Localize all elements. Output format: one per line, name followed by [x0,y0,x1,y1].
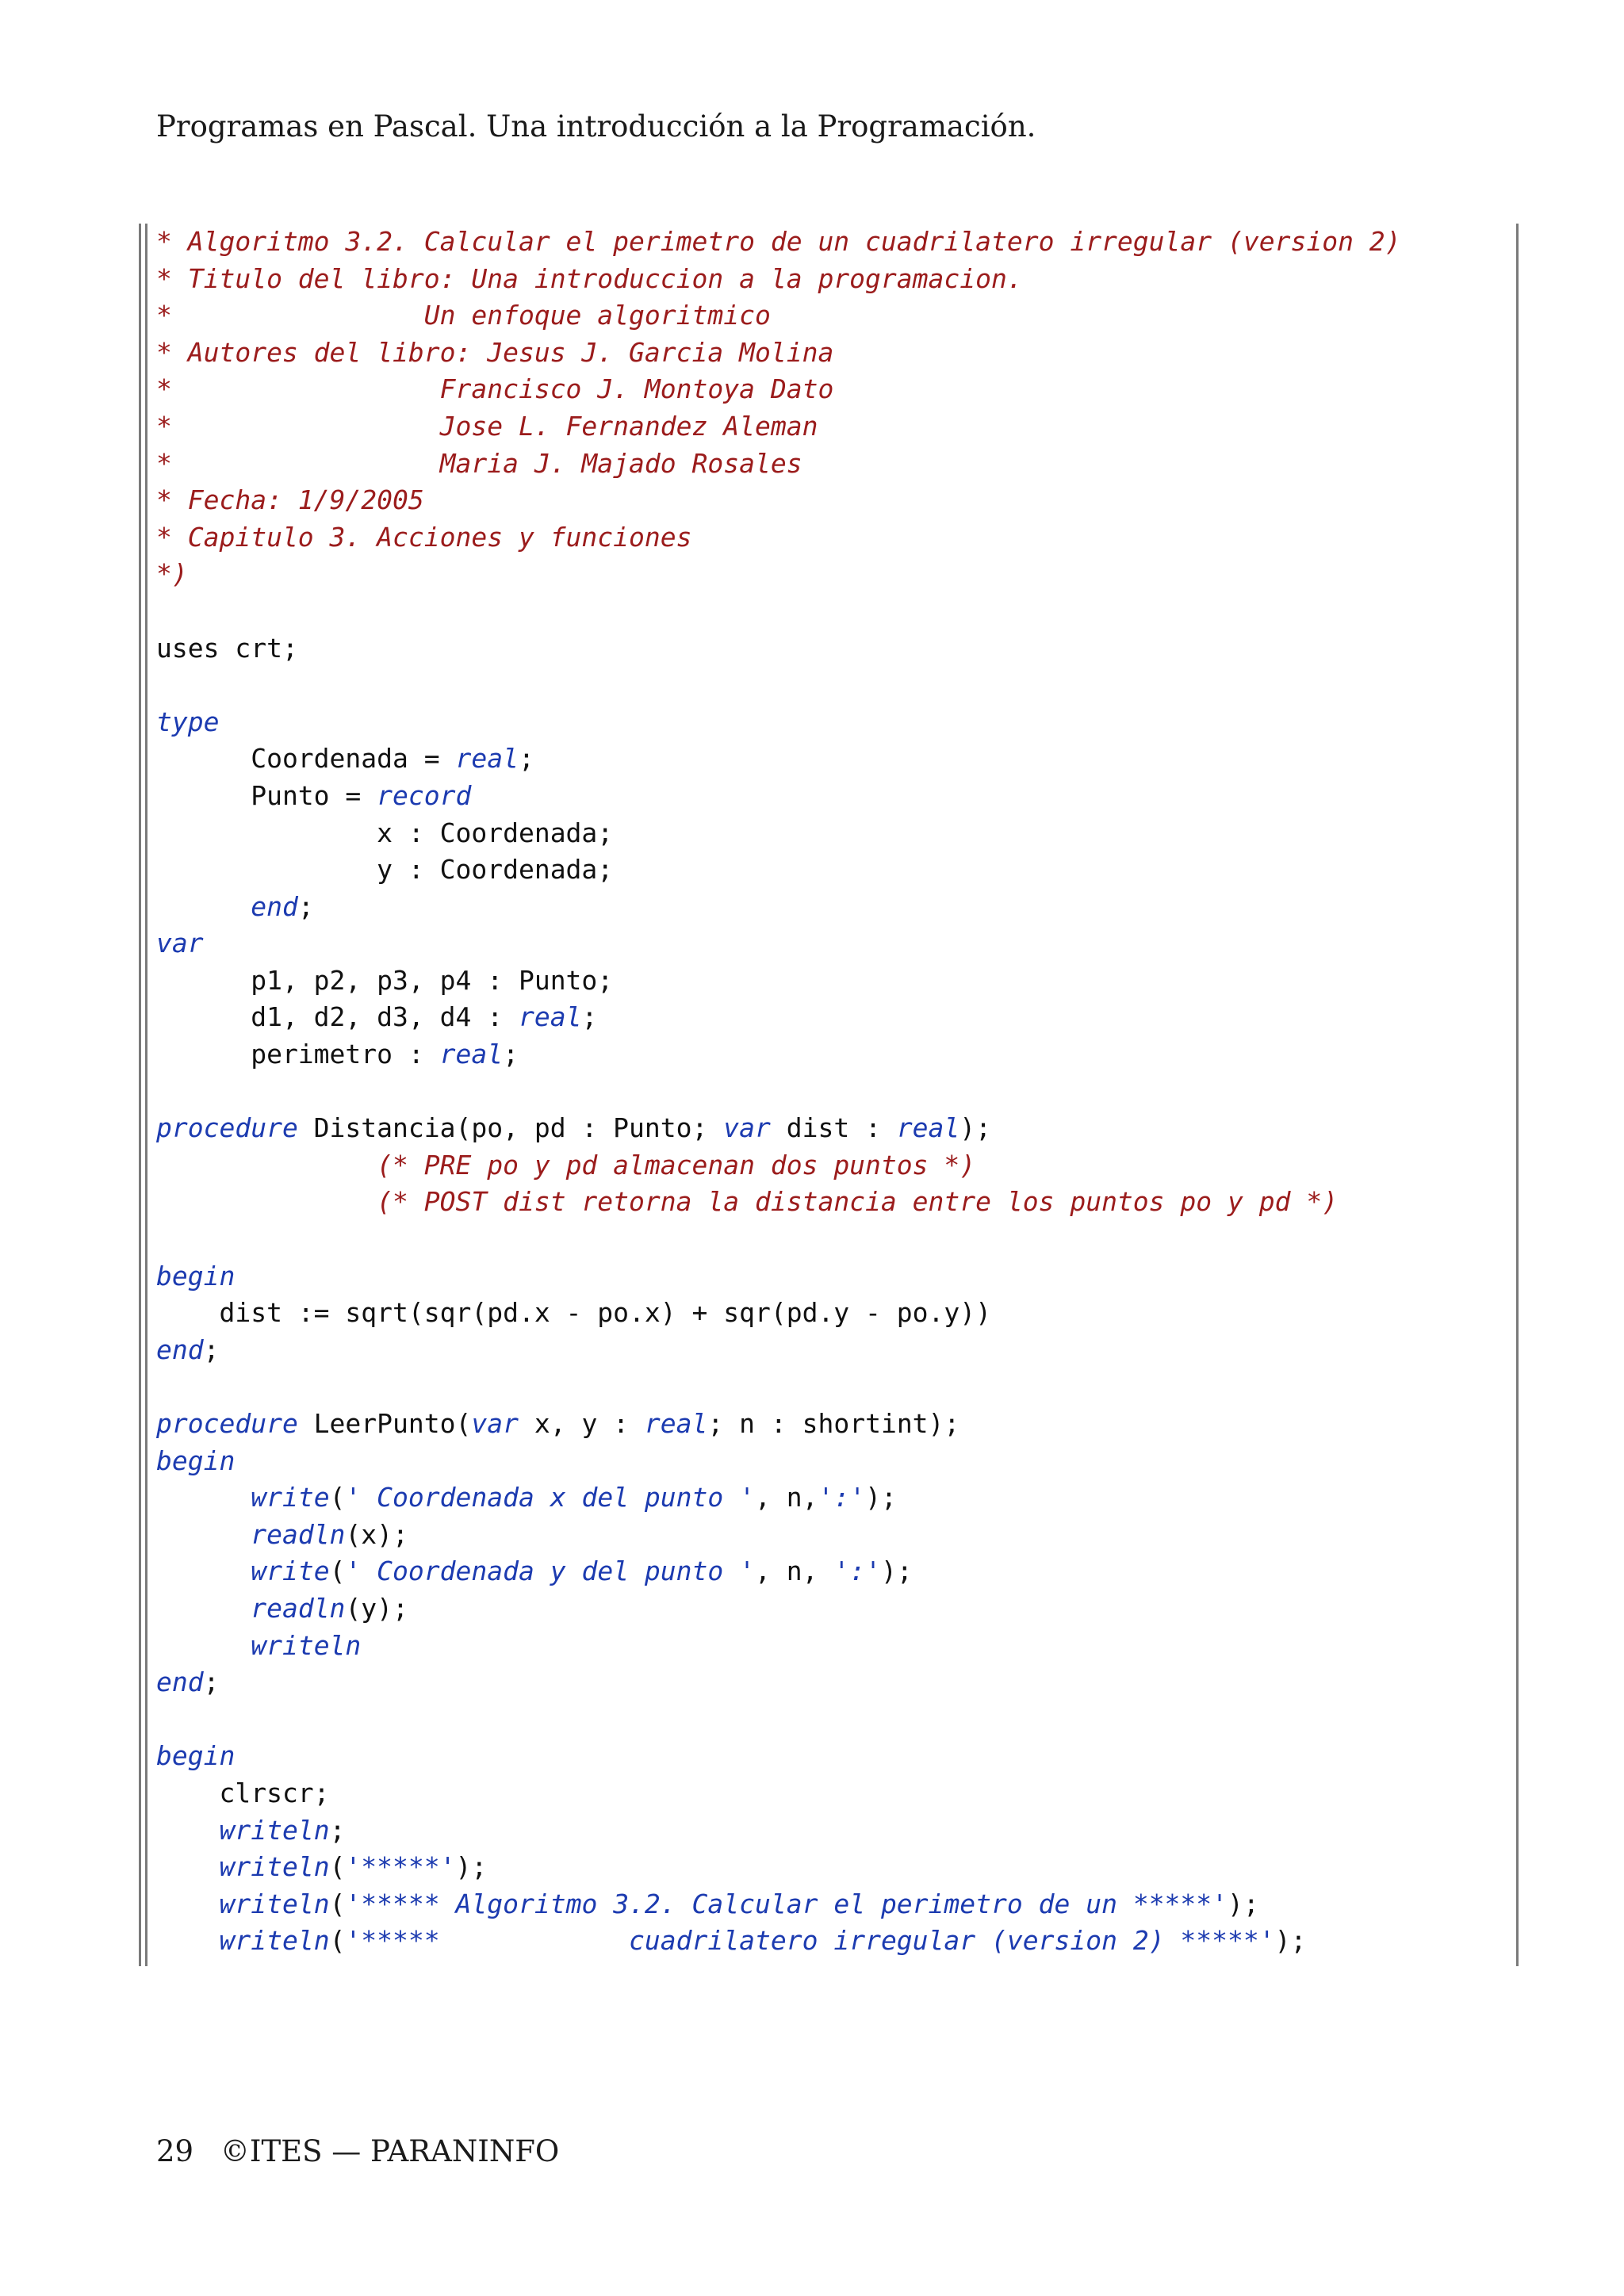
code-line [156,224,1401,261]
code-token-plain: ( [329,1888,346,1919]
code-token-plain: dist : [770,1112,897,1144]
code-token-keyword: var [471,1408,519,1439]
code-token-plain [156,1888,219,1919]
code-token-comment: * Fecha: 1/9/2005 [156,484,424,516]
code-line [156,1184,1401,1221]
code-token-comment: * Titulo del libro: Una introduccion a la programacion. [156,262,1023,294]
code-token-keyword: writeln [219,1814,330,1846]
code-listing-frame [139,224,1519,1966]
code-token-plain: ); [455,1851,488,1883]
code-token-keyword: record [377,779,472,811]
code-line [156,1110,1401,1147]
code-token-plain [156,1150,377,1181]
code-token-string: ':' [818,1482,866,1513]
code-token-plain [156,1482,251,1513]
code-token-plain: ( [329,1482,346,1513]
code-token-plain [156,1556,251,1586]
code-token-keyword: readln [251,1592,346,1624]
page-header: Programas en Pascal. Una introducción a la Programación. [156,109,1036,144]
code-line [156,999,1401,1036]
code-token-plain [156,1593,251,1624]
code-token-plain: ); [1274,1925,1307,1957]
code-line [156,889,1401,926]
code-line [156,1812,1401,1850]
code-line [156,446,1401,483]
code-token-plain [156,1630,251,1661]
code-token-string: ' Coordenada y del punto ' [345,1556,755,1587]
code-line [156,1923,1401,1960]
code-token-keyword: real [896,1112,960,1144]
code-token-plain: Distancia(po, pd : Punto; [297,1112,724,1144]
code-line [156,851,1401,889]
code-line [156,1628,1401,1665]
code-token-plain: ); [865,1482,897,1513]
code-token-keyword: end [251,890,298,922]
code-token-plain: , n, [755,1482,818,1513]
code-token-keyword: end [156,1667,204,1698]
code-token-keyword: writeln [251,1629,362,1661]
code-token-comment: * Autores del libro: Jesus J. Garcia Molina [156,336,834,368]
code-token-plain: uses crt; [156,632,298,664]
code-line [156,1147,1401,1184]
code-line [156,593,1401,630]
code-token-keyword: real [455,743,519,775]
code-token-comment: * Jose L. Fernandez Aleman [156,410,818,442]
code-token-plain: ( [329,1925,346,1957]
code-token-comment: * Maria J. Majado Rosales [156,447,802,479]
code-line [156,556,1401,593]
code-line [156,1479,1401,1517]
frame-left-rule [139,224,141,1966]
code-token-plain: ; n : shortint); [707,1408,960,1439]
code-token-comment: * Francisco J. Montoya Dato [156,373,834,405]
code-token-plain: d1, d2, d3, d4 : [156,1001,519,1033]
code-line [156,962,1401,1000]
code-token-keyword: writeln [219,1851,330,1883]
code-token-keyword: writeln [219,1888,330,1919]
page-footer [156,2134,576,2168]
code-line [156,261,1401,298]
code-line [156,1073,1401,1111]
code-token-plain: p1, p2, p3, p4 : Punto; [156,964,614,996]
code-line [156,778,1401,815]
code-token-comment: (* PRE po y pd almacenan dos puntos *) [377,1149,976,1181]
code-line [156,815,1401,852]
code-line [156,408,1401,446]
code-line [156,1036,1401,1073]
code-token-keyword: write [251,1556,330,1587]
page-number: 29 [156,2134,194,2168]
code-token-plain: ( [329,1556,346,1587]
code-token-plain: , n, [755,1556,834,1587]
code-line [156,1701,1401,1739]
code-token-plain [156,1925,219,1956]
code-token-plain: Punto = [156,779,377,811]
code-line [156,667,1401,704]
code-line [156,1332,1401,1369]
code-token-keyword: write [251,1482,330,1513]
code-token-keyword: real [518,1001,582,1033]
code-line [156,704,1401,741]
code-token-string: '***** Algoritmo 3.2. Calcular el perimetro de un *****' [345,1888,1228,1919]
code-token-keyword: procedure [156,1408,298,1439]
code-line [156,1590,1401,1628]
code-token-string: ':' [833,1556,881,1587]
code-line [156,519,1401,557]
code-line [156,1406,1401,1443]
frame-right-rule [1516,224,1519,1966]
code-token-plain: x, y : [518,1408,645,1439]
code-token-comment: * Un enfoque algoritmico [156,300,771,331]
copyright-notice: ©ITES — PARANINFO [220,2134,560,2168]
code-line [156,1221,1401,1258]
code-token-keyword: real [439,1039,504,1070]
code-token-plain: x : Coordenada; [156,817,614,848]
code-line [156,925,1401,962]
code-token-keyword: procedure [156,1112,298,1144]
code-token-comment: (* POST dist retorna la distancia entre los puntos po y pd *) [377,1186,1339,1218]
code-token-keyword: writeln [219,1925,330,1957]
code-token-plain: (x); [345,1518,408,1550]
code-line [156,630,1401,668]
code-token-plain [156,1519,251,1550]
code-token-plain: Coordenada = [156,743,456,775]
code-line [156,1738,1401,1775]
code-token-comment: *) [156,558,188,590]
code-line [156,297,1401,335]
code-token-plain: ); [1228,1888,1259,1919]
code-token-string: '*****' [345,1851,456,1883]
code-token-plain [156,1815,219,1846]
code-line [156,1886,1401,1923]
code-line [156,1517,1401,1554]
code-token-plain: perimetro : [156,1039,440,1070]
code-token-plain [156,1851,219,1882]
code-line [156,1258,1401,1295]
code-token-keyword: end [156,1334,204,1365]
code-token-keyword: begin [156,1740,236,1772]
code-listing [156,224,1401,1960]
code-line [156,335,1401,372]
code-line [156,1664,1401,1701]
code-token-plain: dist := sqrt(sqr(pd.x - po.x) + sqr(pd.y - po.y)) [156,1297,991,1329]
code-token-string: '***** cuadrilatero irregular (version 2) *****' [345,1925,1275,1957]
code-token-plain: LeerPunto( [297,1408,472,1439]
code-line [156,1849,1401,1886]
code-token-plain: ; [203,1334,220,1365]
code-token-plain: ( [329,1851,346,1883]
code-line [156,1553,1401,1590]
frame-left-rule-inner [145,224,147,1966]
code-token-plain: ; [518,743,534,775]
code-token-plain: (y); [345,1592,408,1624]
code-token-plain: ); [880,1556,913,1587]
code-line [156,1368,1401,1406]
code-token-string: ' Coordenada x del punto ' [345,1482,755,1513]
code-token-plain: clrscr; [156,1777,330,1808]
code-line [156,1775,1401,1812]
code-token-plain: ; [581,1001,598,1033]
code-token-keyword: type [156,706,220,737]
code-token-plain: ; [329,1814,346,1846]
code-token-comment: * Algoritmo 3.2. Calcular el perimetro de un cuadrilatero irregular (version 2) [156,226,1401,257]
code-token-plain [156,1186,377,1217]
code-line [156,1295,1401,1332]
code-token-plain: ; [203,1667,220,1698]
code-token-keyword: var [723,1112,771,1144]
code-token-keyword: real [644,1408,708,1439]
code-token-plain [156,891,251,922]
code-token-keyword: readln [251,1518,346,1550]
code-line [156,371,1401,408]
code-line [156,482,1401,519]
code-line [156,1443,1401,1480]
code-token-comment: * Capitulo 3. Acciones y funciones [156,521,692,553]
code-token-plain: ); [959,1112,992,1144]
code-token-keyword: var [156,928,204,959]
code-token-plain: ; [503,1039,519,1070]
code-token-keyword: begin [156,1445,236,1476]
code-token-keyword: begin [156,1260,236,1292]
code-token-plain: ; [297,890,314,922]
code-line [156,740,1401,778]
code-token-plain: y : Coordenada; [156,854,614,886]
